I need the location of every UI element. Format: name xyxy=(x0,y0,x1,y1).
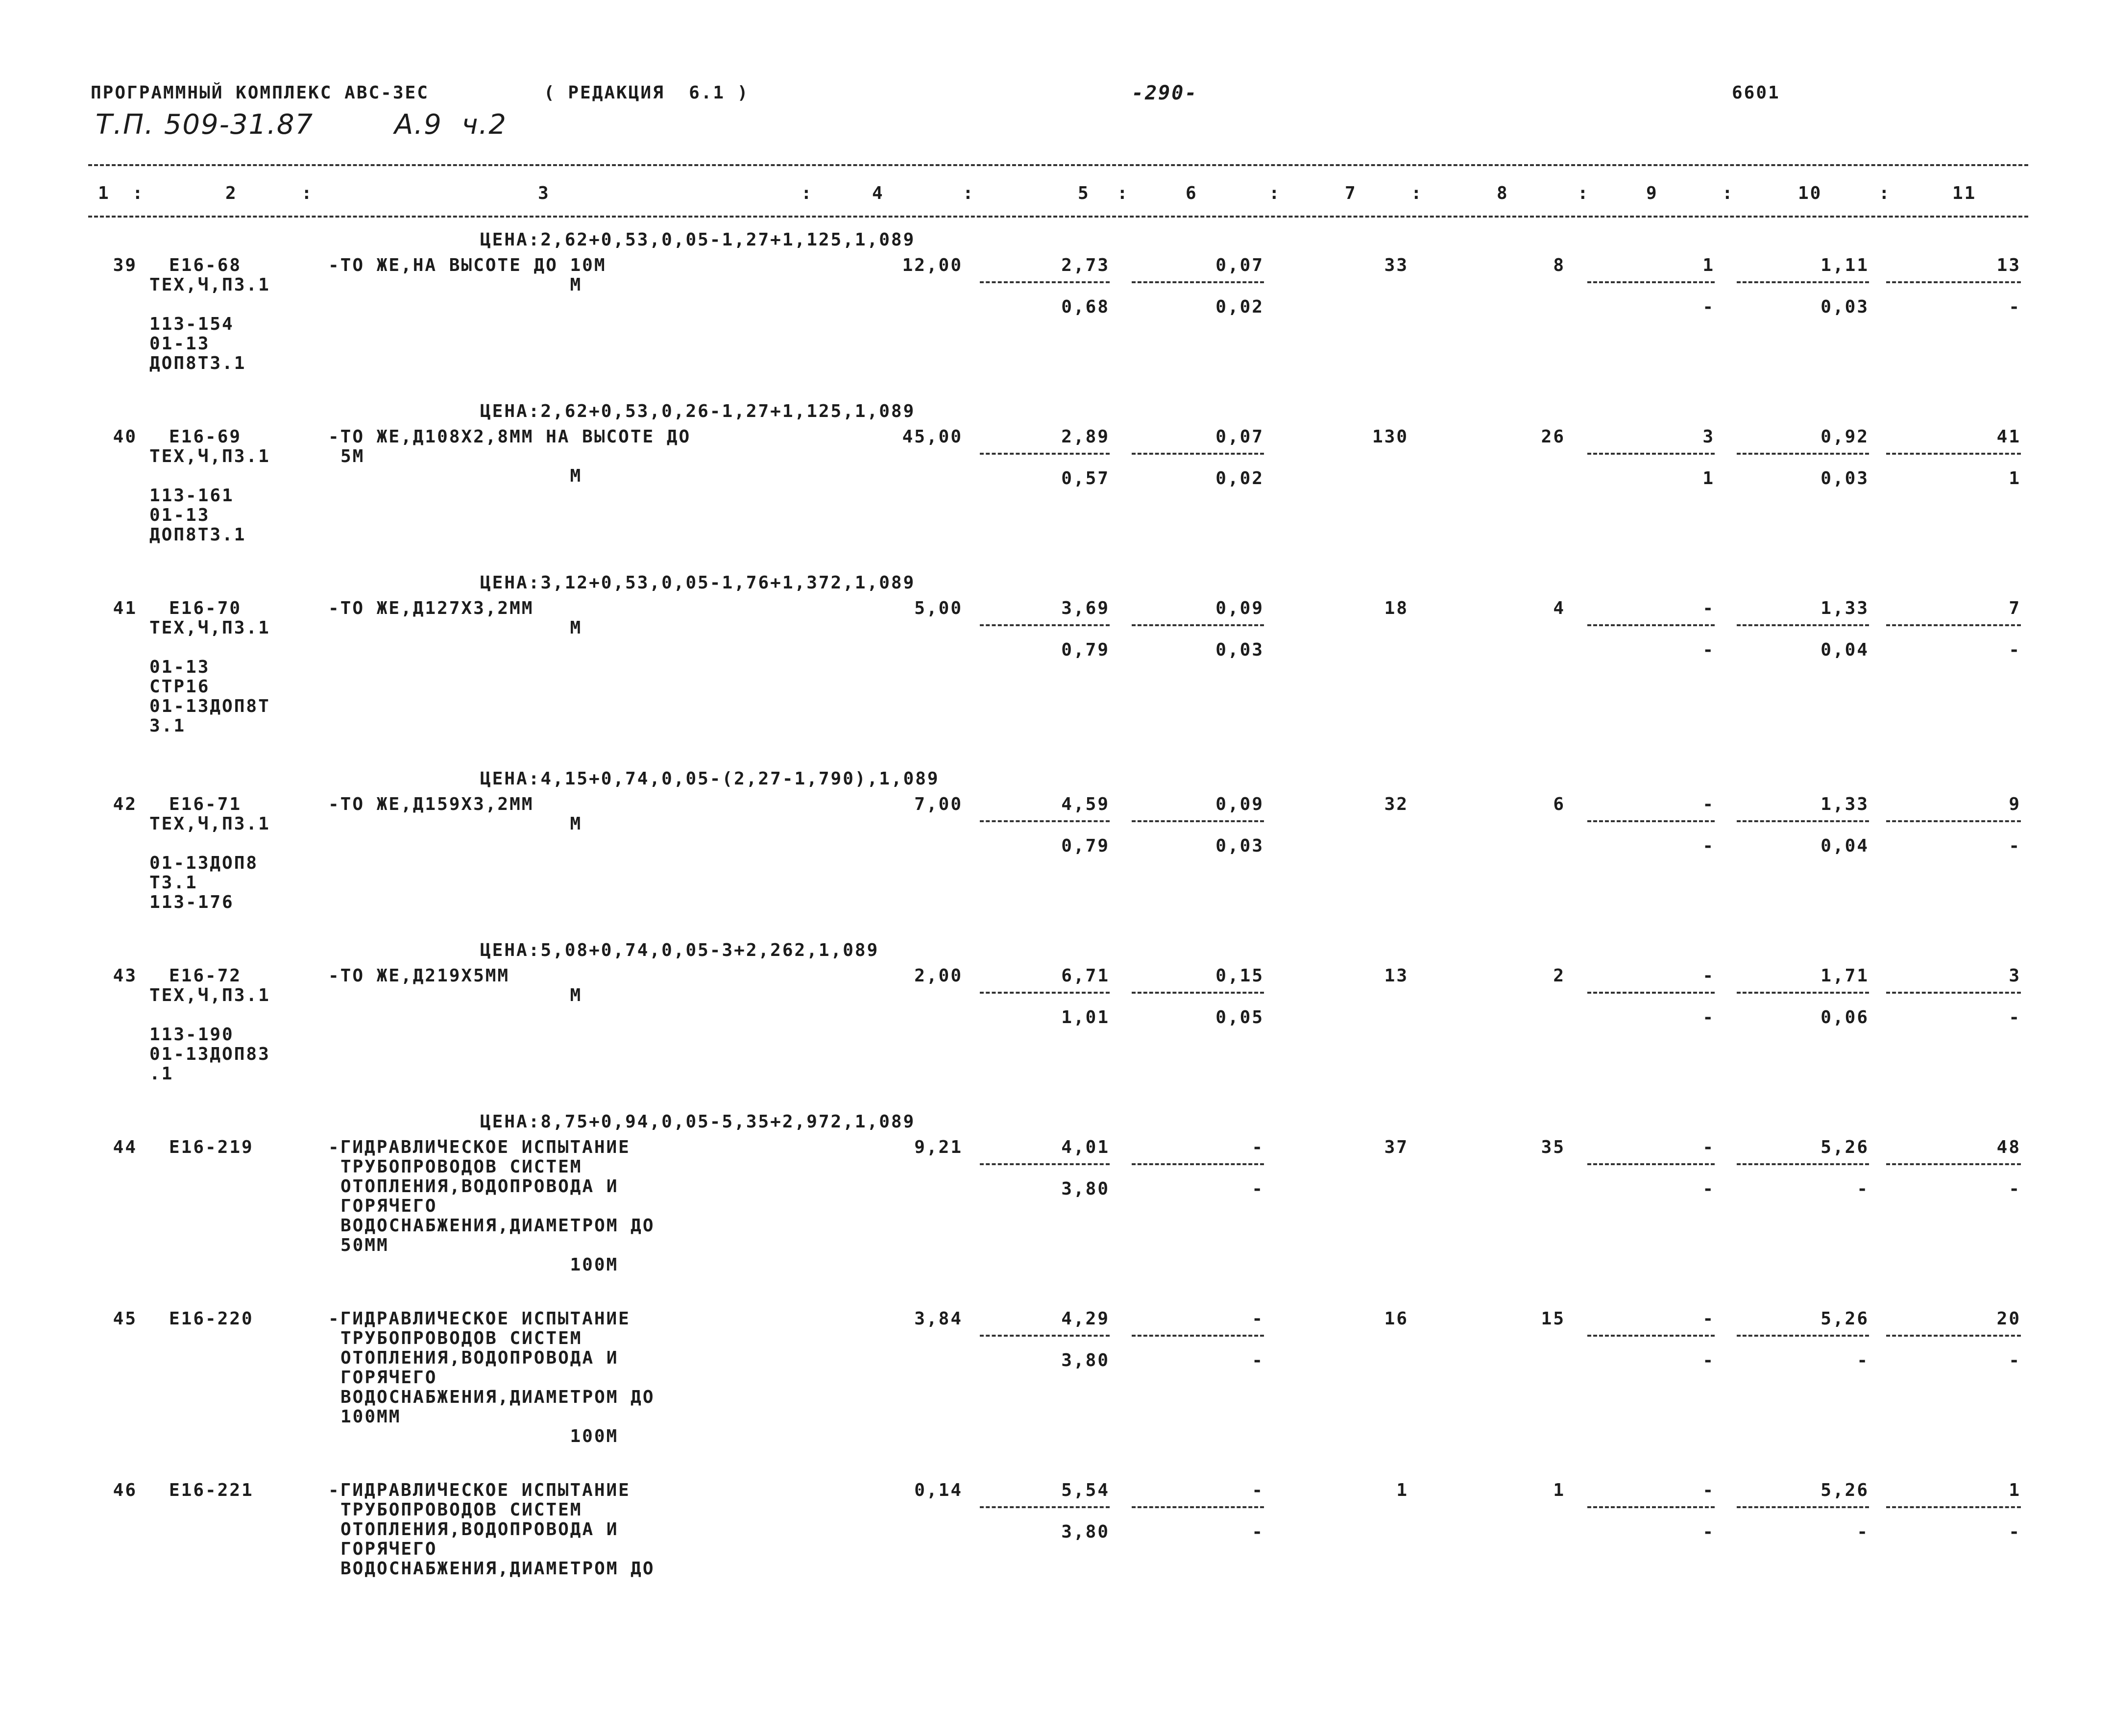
machine-cost-divider xyxy=(1132,453,1264,455)
col-header-8: 8 xyxy=(1497,183,1509,203)
machine-cost-divider xyxy=(1132,1506,1264,1508)
price-formula: ЦЕНА:4,15+0,74,0,05-(2,27-1,790),1,089 xyxy=(480,769,940,789)
norm-reference: ТЕХ,Ч,П3.1 xyxy=(149,275,270,295)
work-description-line: 100ММ xyxy=(340,1407,401,1427)
total-wages: 35 xyxy=(1541,1137,1565,1157)
work-description-line: М xyxy=(328,618,583,638)
labor-total: 48 xyxy=(1996,1137,2021,1157)
work-description-line: ТРУБОПРОВОДОВ СИСТЕМ xyxy=(340,1328,583,1348)
row-number: 45 xyxy=(113,1309,137,1329)
norm-reference: 113-161 xyxy=(149,486,234,506)
machine-total: - xyxy=(1702,1480,1715,1500)
machine-total-divider xyxy=(1587,1335,1715,1337)
labor-per-unit: 1,33 xyxy=(1821,598,1869,618)
labor-total: 9 xyxy=(2009,794,2021,814)
col-header-2: 2 xyxy=(225,183,238,203)
total-wages: 1 xyxy=(1553,1480,1565,1500)
total-wages: 15 xyxy=(1541,1309,1565,1329)
norm-reference: 113-176 xyxy=(149,892,234,912)
machine-total: 3 xyxy=(1702,427,1715,447)
work-description-line: М xyxy=(328,814,583,834)
machine-total-divider xyxy=(1587,453,1715,455)
work-description-line: ВОДОСНАБЖЕНИЯ,ДИАМЕТРОМ ДО xyxy=(340,1216,655,1236)
total-cost: 13 xyxy=(1384,966,1408,986)
row-number: 46 xyxy=(113,1480,137,1500)
unit-cost-wages: 3,80 xyxy=(1061,1522,1110,1542)
row-number: 43 xyxy=(113,966,137,986)
unit-cost-wages: 0,79 xyxy=(1061,640,1110,660)
labor-per-unit-divider xyxy=(1737,453,1869,455)
unit-cost-divider xyxy=(980,453,1110,455)
work-description-line: 100М xyxy=(328,1426,619,1446)
machine-wages: - xyxy=(1252,1350,1264,1370)
quantity-value: 0,14 xyxy=(914,1480,963,1500)
price-formula: ЦЕНА:2,62+0,53,0,26-1,27+1,125,1,089 xyxy=(480,401,916,421)
labor-per-unit: 5,26 xyxy=(1821,1309,1869,1329)
row-number: 44 xyxy=(113,1137,137,1157)
total-cost: 18 xyxy=(1384,598,1408,618)
labor-total-divider xyxy=(1886,281,2021,283)
quantity-value: 2,00 xyxy=(914,966,963,986)
machine-total: - xyxy=(1702,966,1715,986)
work-description-line: -ТО ЖЕ,Д159Х3,2ММ xyxy=(328,794,534,814)
labor-total-machinists: - xyxy=(2009,1522,2021,1542)
work-description-line: 100М xyxy=(328,1255,619,1275)
work-description-line: ТРУБОПРОВОДОВ СИСТЕМ xyxy=(340,1157,583,1177)
labor-total-divider xyxy=(1886,992,2021,994)
quantity-value: 3,84 xyxy=(914,1309,963,1329)
labor-per-unit-divider xyxy=(1737,1163,1869,1165)
machine-total-wages: - xyxy=(1702,836,1715,856)
col-header-3: 3 xyxy=(538,183,550,203)
norm-reference: .1 xyxy=(149,1064,174,1084)
work-description-line: М xyxy=(328,275,583,295)
labor-per-unit: 1,71 xyxy=(1821,966,1869,986)
labor-total: 1 xyxy=(2009,1480,2021,1500)
labor-total-divider xyxy=(1886,1335,2021,1337)
work-description-line: -ГИДРАВЛИЧЕСКОЕ ИСПЫТАНИЕ xyxy=(328,1480,631,1500)
price-formula: ЦЕНА:8,75+0,94,0,05-5,35+2,972,1,089 xyxy=(480,1112,916,1132)
machine-total: - xyxy=(1702,1137,1715,1157)
labor-per-unit-divider xyxy=(1737,992,1869,994)
work-description-line: ВОДОСНАБЖЕНИЯ,ДИАМЕТРОМ ДО xyxy=(340,1559,655,1579)
labor-total: 20 xyxy=(1996,1309,2021,1329)
machine-total: - xyxy=(1702,598,1715,618)
norm-code: Е16-69 xyxy=(169,427,242,447)
machine-wages: 0,03 xyxy=(1215,640,1264,660)
col-header-10: 10 xyxy=(1798,183,1822,203)
machine-total-wages: 1 xyxy=(1702,468,1715,489)
labor-per-unit-machinists: 0,04 xyxy=(1821,640,1869,660)
machine-cost-divider xyxy=(1132,820,1264,822)
work-description-line: -ТО ЖЕ,Д108Х2,8ММ НА ВЫСОТЕ ДО xyxy=(328,427,691,447)
labor-total-machinists: - xyxy=(2009,297,2021,317)
machine-wages: - xyxy=(1252,1179,1264,1199)
labor-per-unit-divider xyxy=(1737,281,1869,283)
unit-cost-total: 6,71 xyxy=(1061,966,1110,986)
norm-reference: 113-154 xyxy=(149,314,234,334)
norm-reference: 01-13 xyxy=(149,657,210,677)
machine-total-divider xyxy=(1587,281,1715,283)
document-code: 6601 xyxy=(1732,83,1780,103)
labor-per-unit-machinists: 0,06 xyxy=(1821,1007,1869,1027)
machine-cost-divider xyxy=(1132,992,1264,994)
col-header-5: 5 xyxy=(1078,183,1090,203)
quantity-value: 7,00 xyxy=(914,794,963,814)
work-description-line: ГОРЯЧЕГО xyxy=(340,1196,437,1216)
norm-code: Е16-220 xyxy=(169,1309,254,1329)
labor-per-unit-divider xyxy=(1737,1335,1869,1337)
labor-total: 13 xyxy=(1996,255,2021,275)
machine-cost: 0,09 xyxy=(1215,794,1264,814)
quantity-value: 12,00 xyxy=(902,255,963,275)
total-wages: 6 xyxy=(1553,794,1565,814)
labor-total-machinists: - xyxy=(2009,1350,2021,1370)
labor-per-unit-machinists: 0,03 xyxy=(1821,468,1869,489)
price-formula: ЦЕНА:2,62+0,53,0,05-1,27+1,125,1,089 xyxy=(480,230,916,250)
page-number: -290- xyxy=(1132,82,1198,104)
total-cost: 33 xyxy=(1384,255,1408,275)
work-description-line: -ТО ЖЕ,НА ВЫСОТЕ ДО 10М xyxy=(328,255,607,275)
unit-cost-total: 2,89 xyxy=(1061,427,1110,447)
work-description-line: ОТОПЛЕНИЯ,ВОДОПРОВОДА И xyxy=(340,1519,619,1540)
unit-cost-wages: 3,80 xyxy=(1061,1179,1110,1199)
norm-reference: ТЕХ,Ч,П3.1 xyxy=(149,618,270,638)
labor-per-unit-machinists: 0,03 xyxy=(1821,297,1869,317)
norm-code: Е16-221 xyxy=(169,1480,254,1500)
price-formula: ЦЕНА:5,08+0,74,0,05-3+2,262,1,089 xyxy=(480,940,879,960)
machine-total-wages: - xyxy=(1702,640,1715,660)
labor-total-machinists: 1 xyxy=(2009,468,2021,489)
machine-total-wages: - xyxy=(1702,1007,1715,1027)
unit-cost-wages: 0,57 xyxy=(1061,468,1110,489)
norm-code: Е16-72 xyxy=(169,966,242,986)
unit-cost-total: 3,69 xyxy=(1061,598,1110,618)
machine-total-divider xyxy=(1587,624,1715,626)
row-number: 40 xyxy=(113,427,137,447)
total-wages: 4 xyxy=(1553,598,1565,618)
quantity-value: 9,21 xyxy=(914,1137,963,1157)
col-header-6: 6 xyxy=(1186,183,1198,203)
unit-cost-wages: 3,80 xyxy=(1061,1350,1110,1370)
handwritten-project-number: Т.П. 509-31.87 xyxy=(96,109,314,141)
norm-reference: ТЕХ,Ч,П3.1 xyxy=(149,985,270,1005)
machine-total: - xyxy=(1702,794,1715,814)
col-header-9: 9 xyxy=(1646,183,1658,203)
norm-reference: 01-13ДОП8 xyxy=(149,853,259,873)
unit-cost-total: 4,01 xyxy=(1061,1137,1110,1157)
unit-cost-divider xyxy=(980,1335,1110,1337)
norm-reference: 01-13ДОП83 xyxy=(149,1044,270,1064)
norm-reference: 3.1 xyxy=(149,716,186,736)
work-description-line: 50ММ xyxy=(340,1235,389,1255)
unit-cost-total: 4,29 xyxy=(1061,1309,1110,1329)
norm-reference: 01-13 xyxy=(149,505,210,525)
work-description-line: -ТО ЖЕ,Д219Х5ММ xyxy=(328,966,510,986)
norm-code: Е16-68 xyxy=(169,255,242,275)
row-number: 41 xyxy=(113,598,137,618)
norm-reference: ТЕХ,Ч,П3.1 xyxy=(149,814,270,834)
machine-total: 1 xyxy=(1702,255,1715,275)
program-title: ПРОГРАММНЫЙ КОМПЛЕКС АВС-3ЕС xyxy=(91,83,429,103)
labor-per-unit-divider xyxy=(1737,820,1869,822)
edition-label: ( РЕДАКЦИЯ 6.1 ) xyxy=(544,83,750,103)
labor-total: 41 xyxy=(1996,427,2021,447)
machine-cost: 0,15 xyxy=(1215,966,1264,986)
labor-total: 7 xyxy=(2009,598,2021,618)
norm-reference: 01-13ДОП8Т xyxy=(149,696,270,716)
machine-cost: 0,07 xyxy=(1215,255,1264,275)
row-number: 39 xyxy=(113,255,137,275)
machine-total-wages: - xyxy=(1702,1522,1715,1542)
labor-per-unit: 5,26 xyxy=(1821,1480,1869,1500)
unit-cost-divider xyxy=(980,1506,1110,1508)
labor-total-machinists: - xyxy=(2009,640,2021,660)
work-description-line: -ТО ЖЕ,Д127Х3,2ММ xyxy=(328,598,534,618)
col-header-7: 7 xyxy=(1345,183,1357,203)
machine-total-divider xyxy=(1587,1506,1715,1508)
work-description-line: ГОРЯЧЕГО xyxy=(340,1539,437,1559)
labor-per-unit: 5,26 xyxy=(1821,1137,1869,1157)
handwritten-album-number: А.9 ч.2 xyxy=(394,109,507,141)
norm-reference: 113-190 xyxy=(149,1025,234,1045)
work-description-line: ГОРЯЧЕГО xyxy=(340,1368,437,1388)
norm-reference: ТЕХ,Ч,П3.1 xyxy=(149,446,270,466)
work-description-line: ОТОПЛЕНИЯ,ВОДОПРОВОДА И xyxy=(340,1176,619,1197)
machine-cost: - xyxy=(1252,1309,1264,1329)
total-wages: 26 xyxy=(1541,427,1565,447)
norm-code: Е16-219 xyxy=(169,1137,254,1157)
machine-cost: - xyxy=(1252,1137,1264,1157)
work-description-line: М xyxy=(328,466,583,486)
machine-cost-divider xyxy=(1132,281,1264,283)
machine-wages: 0,02 xyxy=(1215,297,1264,317)
labor-total-machinists: - xyxy=(2009,1179,2021,1199)
machine-total-divider xyxy=(1587,820,1715,822)
norm-reference: ДОП8Т3.1 xyxy=(149,353,246,373)
total-cost: 32 xyxy=(1384,794,1408,814)
unit-cost-divider xyxy=(980,1163,1110,1165)
total-wages: 2 xyxy=(1553,966,1565,986)
total-cost: 37 xyxy=(1384,1137,1408,1157)
labor-total-divider xyxy=(1886,453,2021,455)
unit-cost-total: 5,54 xyxy=(1061,1480,1110,1500)
unit-cost-wages: 0,68 xyxy=(1061,297,1110,317)
labor-per-unit-machinists: - xyxy=(1857,1179,1869,1199)
unit-cost-wages: 0,79 xyxy=(1061,836,1110,856)
labor-total-divider xyxy=(1886,624,2021,626)
machine-cost: 0,07 xyxy=(1215,427,1264,447)
labor-total: 3 xyxy=(2009,966,2021,986)
labor-total-machinists: - xyxy=(2009,1007,2021,1027)
machine-wages: 0,02 xyxy=(1215,468,1264,489)
unit-cost-divider xyxy=(980,624,1110,626)
machine-cost-divider xyxy=(1132,1335,1264,1337)
machine-total-divider xyxy=(1587,1163,1715,1165)
unit-cost-divider xyxy=(980,992,1110,994)
labor-per-unit-machinists: 0,04 xyxy=(1821,836,1869,856)
machine-wages: - xyxy=(1252,1522,1264,1542)
norm-code: Е16-70 xyxy=(169,598,242,618)
col-header-1: 1 xyxy=(98,183,110,203)
work-description-line: ТРУБОПРОВОДОВ СИСТЕМ xyxy=(340,1500,583,1520)
quantity-value: 45,00 xyxy=(902,427,963,447)
labor-per-unit: 1,33 xyxy=(1821,794,1869,814)
unit-cost-divider xyxy=(980,820,1110,822)
work-description-line: -ГИДРАВЛИЧЕСКОЕ ИСПЫТАНИЕ xyxy=(328,1137,631,1157)
machine-total-wages: - xyxy=(1702,1179,1715,1199)
norm-code: Е16-71 xyxy=(169,794,242,814)
total-wages: 8 xyxy=(1553,255,1565,275)
machine-total-wages: - xyxy=(1702,297,1715,317)
machine-cost-divider xyxy=(1132,624,1264,626)
row-number: 42 xyxy=(113,794,137,814)
machine-cost: - xyxy=(1252,1480,1264,1500)
labor-total-divider xyxy=(1886,1163,2021,1165)
norm-reference: Т3.1 xyxy=(149,873,198,893)
total-cost: 130 xyxy=(1372,427,1408,447)
header-rule-top xyxy=(88,164,2028,166)
col-header-4: 4 xyxy=(872,183,884,203)
labor-total-divider xyxy=(1886,1506,2021,1508)
work-description-line: ОТОПЛЕНИЯ,ВОДОПРОВОДА И xyxy=(340,1348,619,1368)
norm-reference: ДОП8Т3.1 xyxy=(149,525,246,545)
document-page: ПРОГРАММНЫЙ КОМПЛЕКС АВС-3ЕС ( РЕДАКЦИЯ 6.1 ) -290- 6601 Т.П. 509-31.87 А.9 ч.2 1 : 2 : 3 : 4 : 5 : 6 : 7 : 8 : 9 : 10 : 11 ЦЕНА:2,62+0,53,0,05-1,27+1,125,1,089 39 Е16-68 ТЕХ,Ч,П3.1 113-154 01-13 ДОП8Т3.1 -ТО ЖЕ,НА ВЫСОТЕ ДО 10М М 12,00 2,73 0,68 0,07 0,02 33 8 1 - 1,11 0,03 13 - ЦЕНА:2,62+0,53,0,26-1,27+1,125,1,089 40 Е16-69 ТЕХ,Ч,П3.1 113-161 01-13 ДОП8Т3.1 -ТО ЖЕ,Д108Х2,8ММ НА ВЫСОТЕ ДО 5М М 45,00 2,89 0,57 0,07 0,02 130 26 3 1 0,92 0,03 41 1 ЦЕНА:3,12+0,53,0,05-1,76+1,372,1,089 41 Е16-70 ТЕХ,Ч,П3.1 01-13 СТР16 01-13ДОП8Т 3.1 -ТО ЖЕ,Д127Х3,2ММ М 5,00 3,69 0,79 0,09 0,03 18 4 - - 1,33 0,04 7 - ЦЕНА:4,15+0,74,0,05-(2,27-1,790),1,089 42 Е16-71 ТЕХ,Ч,П3.1 01-13ДОП8 Т3.1 113-176 -ТО ЖЕ,Д159Х3,2ММ М 7,00 4,59 0,79 0,09 0,03 32 6 - - 1,33 0,04 9 - ЦЕНА:5,08+0,74,0,05-3+2,262,1,089 43 Е16-72 ТЕХ,Ч,П3.1 113-190 01-13ДОП83 .1 -ТО ЖЕ,Д219Х5ММ М 2,00 6,71 1,01 0,15 0,05 13 2 - - 1,71 0,06 3 - ЦЕНА:8,75+0,94,0,05-5,35+2,972,1,089 44 Е16-219 -ГИДРАВЛИЧЕСКОЕ ИСПЫТАНИЕ ТРУБОПРОВОДОВ СИСТЕМ ОТОПЛЕНИЯ,ВОДОПРОВОДА И ГОРЯЧЕГО ВОДОСНАБЖЕНИЯ,ДИАМЕТРОМ ДО 50ММ 100М 9,21 4,01 3,80 - - 37 35 - - 5,26 - 48 - 45 Е16-220 -ГИДРАВЛИЧЕСКОЕ ИСПЫТАНИЕ ТРУБОПРОВОДОВ СИСТЕМ ОТОПЛЕНИЯ,ВОДОПРОВОДА И ГОРЯЧЕГО ВОДОСНАБЖЕНИЯ,ДИАМЕТРОМ ДО 100ММ 100М 3,84 4,29 3,80 - - 16 15 - - 5,26 - 20 - 46 Е16-221 -ГИДРАВЛИЧЕСКОЕ ИСПЫТАНИЕ ТРУБОПРОВОДОВ СИСТЕМ ОТОПЛЕНИЯ,ВОДОПРОВОДА И ГОРЯЧЕГО ВОДОСНАБЖЕНИЯ,ДИАМЕТРОМ ДО 0,14 5,54 3,80 - - 1 1 - - 5,26 - 1 - xyxy=(0,0,2112,1736)
machine-total: - xyxy=(1702,1309,1715,1329)
col-header-11: 11 xyxy=(1952,183,1977,203)
labor-per-unit-divider xyxy=(1737,1506,1869,1508)
machine-cost-divider xyxy=(1132,1163,1264,1165)
price-formula: ЦЕНА:3,12+0,53,0,05-1,76+1,372,1,089 xyxy=(480,573,916,593)
unit-cost-divider xyxy=(980,281,1110,283)
labor-total-divider xyxy=(1886,820,2021,822)
labor-per-unit-machinists: - xyxy=(1857,1522,1869,1542)
machine-wages: 0,05 xyxy=(1215,1007,1264,1027)
machine-total-divider xyxy=(1587,992,1715,994)
unit-cost-total: 2,73 xyxy=(1061,255,1110,275)
unit-cost-wages: 1,01 xyxy=(1061,1007,1110,1027)
machine-wages: 0,03 xyxy=(1215,836,1264,856)
work-description-line: -ГИДРАВЛИЧЕСКОЕ ИСПЫТАНИЕ xyxy=(328,1309,631,1329)
unit-cost-total: 4,59 xyxy=(1061,794,1110,814)
labor-per-unit-machinists: - xyxy=(1857,1350,1869,1370)
quantity-value: 5,00 xyxy=(914,598,963,618)
labor-per-unit-divider xyxy=(1737,624,1869,626)
header-rule-bottom xyxy=(88,216,2028,218)
labor-per-unit: 1,11 xyxy=(1821,255,1869,275)
total-cost: 1 xyxy=(1396,1480,1408,1500)
machine-cost: 0,09 xyxy=(1215,598,1264,618)
work-description-line: М xyxy=(328,985,583,1005)
machine-total-wages: - xyxy=(1702,1350,1715,1370)
norm-reference: СТР16 xyxy=(149,677,210,697)
work-description-line: 5М xyxy=(340,446,365,466)
work-description-line: ВОДОСНАБЖЕНИЯ,ДИАМЕТРОМ ДО xyxy=(340,1387,655,1407)
total-cost: 16 xyxy=(1384,1309,1408,1329)
norm-reference: 01-13 xyxy=(149,334,210,354)
labor-per-unit: 0,92 xyxy=(1821,427,1869,447)
labor-total-machinists: - xyxy=(2009,836,2021,856)
